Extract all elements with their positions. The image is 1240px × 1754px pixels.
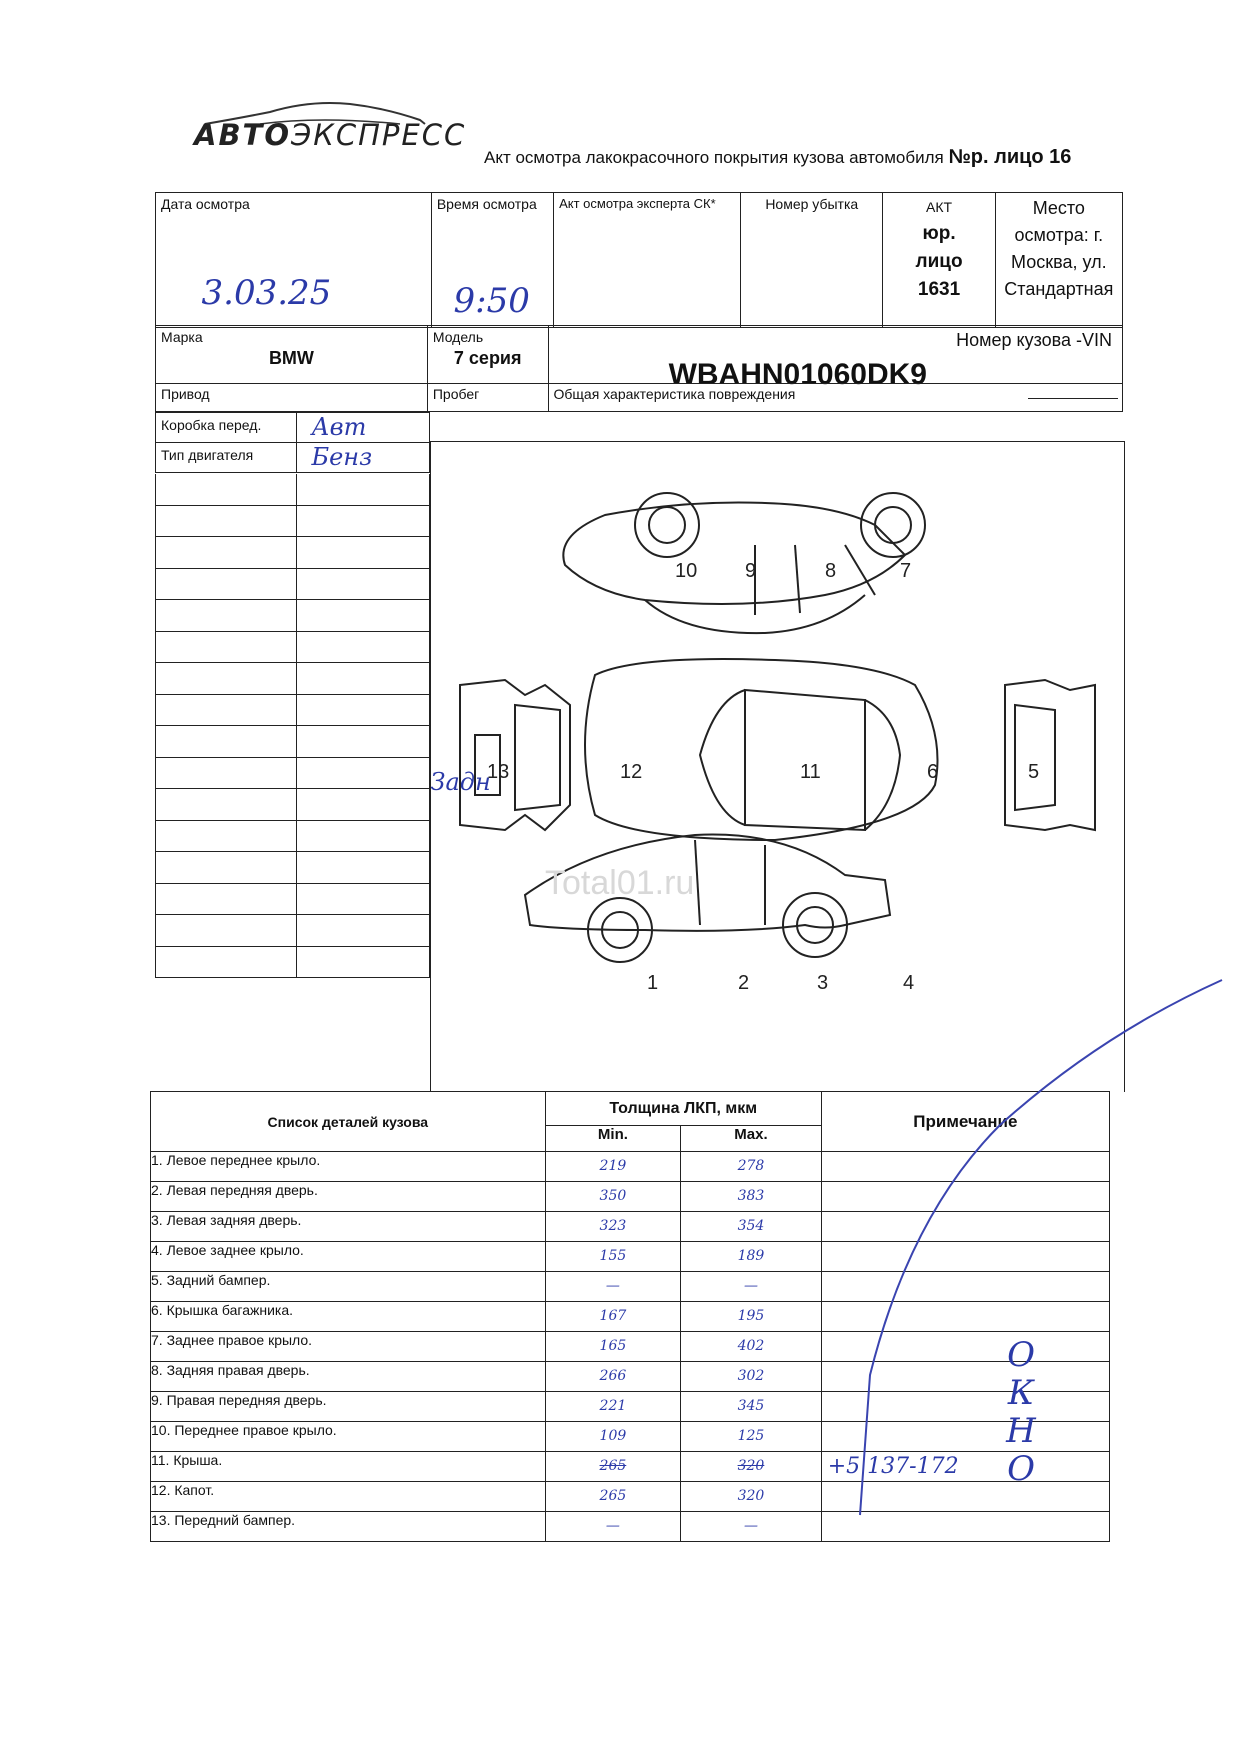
mileage-cell	[427, 384, 548, 412]
part-note: +5 137-172	[821, 1452, 1109, 1482]
part-max: 189	[681, 1242, 822, 1272]
part-max: 278	[681, 1152, 822, 1182]
part-max: 345	[681, 1392, 822, 1422]
part-min: —	[545, 1272, 681, 1302]
zone-label-7: 7	[900, 560, 912, 582]
logo: АВТОЭКСПРЕСС	[194, 118, 467, 152]
part-name: 4. Левое заднее крыло.	[151, 1242, 546, 1272]
zone-label-13: 13	[487, 761, 510, 783]
brand-cell	[156, 326, 428, 384]
act-value-2: лицо	[915, 251, 963, 272]
parts-title: Список деталей кузова	[151, 1092, 546, 1152]
part-min: 265	[545, 1482, 681, 1512]
car-rear-view	[1005, 680, 1095, 830]
expert-act-cell	[554, 193, 741, 328]
zone-label-2: 2	[738, 972, 750, 994]
vin-cell	[548, 326, 1122, 391]
vin-value: WBAHN01060DK9	[668, 358, 927, 391]
act-label: АКТ	[926, 199, 953, 215]
min-label: Min.	[545, 1126, 681, 1152]
part-min: 266	[545, 1362, 681, 1392]
part-name: 3. Левая задняя дверь.	[151, 1212, 546, 1242]
engine-label: Тип двигателя	[161, 447, 254, 463]
model-label: Модель	[432, 329, 484, 345]
model-value: 7 серия	[453, 348, 522, 368]
gearbox-label: Коробка перед.	[161, 417, 262, 433]
place-cell	[995, 193, 1122, 328]
zone-label-12: 12	[620, 761, 643, 783]
act-value-1: юр.	[922, 223, 956, 244]
car-top-view	[585, 659, 938, 840]
inspection-info-table	[155, 192, 1123, 328]
zone-label-4: 4	[903, 972, 915, 994]
damage-label: Общая характеристика повреждения	[553, 386, 796, 402]
zone-label-3: 3	[817, 972, 829, 994]
drive-value: Задн	[430, 767, 491, 796]
act-cell	[883, 193, 995, 328]
part-min: 323	[545, 1212, 681, 1242]
part-min: 109	[545, 1422, 681, 1452]
date-cell	[156, 193, 432, 328]
part-name: 12. Капот.	[151, 1482, 546, 1512]
act-value-3: 1631	[917, 279, 961, 300]
max-label: Max.	[681, 1126, 822, 1152]
loss-number-cell	[741, 193, 883, 328]
part-min: 350	[545, 1182, 681, 1212]
part-max: 402	[681, 1332, 822, 1362]
part-min: 219	[545, 1152, 681, 1182]
model-cell	[427, 326, 548, 384]
place-label: Место осмотра: г. Москва, ул. Стандартная	[1004, 198, 1114, 299]
part-max: 354	[681, 1212, 822, 1242]
zone-label-10: 10	[675, 560, 698, 582]
watermark: Total01.ru	[545, 864, 695, 902]
part-name: 5. Задний бампер.	[151, 1272, 546, 1302]
part-min: 167	[545, 1302, 681, 1332]
document-number: №р. лицо 16	[948, 146, 1072, 168]
note-label: Примечание	[821, 1092, 1109, 1152]
part-max: 302	[681, 1362, 822, 1392]
zone-label-8: 8	[825, 560, 837, 582]
empty-lines	[155, 474, 430, 978]
part-max: 320	[681, 1452, 822, 1482]
part-max: —	[681, 1512, 822, 1542]
zone-label-9: 9	[745, 560, 757, 582]
part-min: —	[545, 1512, 681, 1542]
part-max: 320	[681, 1482, 822, 1512]
part-name: 7. Заднее правое крыло.	[151, 1332, 546, 1362]
vehicle-table	[155, 325, 1123, 391]
brand-value: BMW	[268, 348, 314, 368]
part-name: 6. Крышка багажника.	[151, 1302, 546, 1332]
engine-value-cell	[297, 443, 430, 473]
zone-label-5: 5	[1028, 761, 1040, 783]
time-cell	[431, 193, 553, 328]
loss-number-label: Номер убытка	[765, 196, 859, 212]
zone-label-6: 6	[927, 761, 939, 783]
part-max: 125	[681, 1422, 822, 1452]
part-min: 221	[545, 1392, 681, 1422]
engine-table	[155, 412, 430, 473]
brand-label: Марка	[161, 329, 203, 345]
part-min: 155	[545, 1242, 681, 1272]
document-title: Акт осмотра лакокрасочного покрытия кузова автомобиля №р. лицо 16	[484, 146, 1072, 168]
part-max: —	[681, 1272, 822, 1302]
engine-value: Бенз	[311, 443, 373, 471]
thickness-label: Толщина ЛКП, мкм	[545, 1092, 821, 1126]
side-note-vertical: ОКНО	[1006, 1335, 1036, 1489]
part-max: 195	[681, 1302, 822, 1332]
gearbox-value: Авт	[311, 413, 367, 441]
part-min: 165	[545, 1332, 681, 1362]
part-name: 1. Левое переднее крыло.	[151, 1152, 546, 1182]
vin-label: Номер кузова -VIN	[956, 330, 1112, 350]
gearbox-cell	[156, 413, 297, 443]
part-name: 13. Передний бампер.	[151, 1512, 546, 1542]
engine-cell	[156, 443, 297, 473]
part-min: 265	[545, 1452, 681, 1482]
pen-stroke	[850, 975, 1230, 1535]
date-label: Дата осмотра	[161, 196, 250, 212]
time-label: Время осмотра	[436, 196, 537, 212]
date-value: 3.03.25	[201, 272, 332, 313]
gearbox-value-cell	[297, 413, 430, 443]
part-name: 8. Задняя правая дверь.	[151, 1362, 546, 1392]
drive-label: Привод	[161, 386, 210, 402]
part-name: 10. Переднее правое крыло.	[151, 1422, 546, 1452]
part-max: 383	[681, 1182, 822, 1212]
time-value: 9:50	[453, 280, 530, 321]
mileage-label: Пробег	[432, 386, 480, 402]
damage-cell	[548, 384, 1123, 412]
part-name: 9. Правая передняя дверь.	[151, 1392, 546, 1422]
car-front-view	[460, 680, 570, 830]
zone-label-1: 1	[647, 972, 659, 994]
expert-act-label: Акт осмотра эксперта СК*	[559, 196, 716, 211]
zone-label-11: 11	[800, 761, 821, 783]
part-name: 11. Крыша.	[151, 1452, 546, 1482]
part-name: 2. Левая передняя дверь.	[151, 1182, 546, 1212]
